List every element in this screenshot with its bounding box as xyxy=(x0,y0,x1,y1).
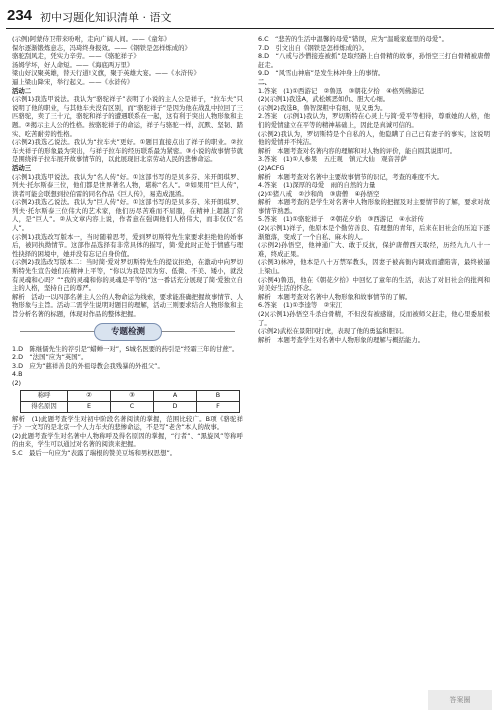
answer-item: 6.C “悲苦的生活中温馨的母爱”错误，应为“温暖家庭里的母爱”。 xyxy=(258,35,448,43)
section-number: 二、 xyxy=(258,77,271,86)
paragraph: (示例2)我选改写版本二：当时简·爱对罗切斯特先生的提议拒绝，在激动中向罗切斯特先生宣告她们在精神上平等，“你以为我是因为穷、低微、不美、矮小，就没有灵魂和心吗？”“我的灵魂和你的灵魂是平等的”这一番话充分展现了简·爱独立自主的人格，坚持自己的尊严。 xyxy=(12,258,243,293)
answer-item: 1.D 陈继儒先生的荐引是“蜡蝉一对”，S城名医要的药引是“经霜三年的甘蔗”。 xyxy=(12,344,239,353)
paragraph: 解析 本题考查对名著中人物形象和故事情节的了解。 xyxy=(258,292,412,301)
table-row xyxy=(21,401,240,412)
table-cell: C xyxy=(111,401,154,412)
paragraph: (示例1)我选甲说法。我认为“名人传”好。①这部书写的是贝多芬、米开朗琪罗、列夫·托尔斯泰三位，他们都是世界著名人物，堪称“名人”。②如果用“巨人传”，读者可能会联想到拉伯雷的同名作品《巨人传》，易造成混淆。 xyxy=(12,172,243,198)
answer-item: 5.C 最后一句应为“表露了瑞根的赞美豆场和男权思想”。 xyxy=(12,448,177,457)
answer-item: 1.答案 (1)①西游记 ②鲁迅 ③朝花夕拾 ④格列佛游记 xyxy=(258,86,424,95)
table-cell: B xyxy=(197,390,240,401)
paragraph: 解析 本题考查对名著内容的理解和对人物的评价，能自圆其说即可。 xyxy=(258,146,457,155)
answer-item: 9.D “风雪山神庙”是发生林冲身上的事情。 xyxy=(258,69,385,78)
book-title: 初中习题化知识清单 · 语文 xyxy=(40,11,172,24)
table-cell: E xyxy=(68,401,111,412)
watermark: 答案圈 xyxy=(428,690,492,710)
table-cell: 得名原因 xyxy=(21,401,68,412)
paragraph: 逼上梁山降宋，举行起义。——《水浒传》 xyxy=(12,77,134,86)
paragraph: 骆驼刮风走，凭实力辛劳。——《骆驼祥子》 xyxy=(12,52,140,61)
activity-heading: 活动三 xyxy=(12,163,32,172)
table-cell: F xyxy=(197,401,240,412)
page-header xyxy=(0,0,500,34)
table-cell: ② xyxy=(68,390,111,401)
answer-item: (2) xyxy=(12,378,22,387)
paragraph: 解析 (1)此题考查学生对初中阶段名著阅读的掌握，范围比较广。B项《骆驼祥子》一文写的是北京一个人力车夫的悲惨命运，不是写“老舍”本人的故事。 xyxy=(12,414,243,432)
answer-table xyxy=(20,390,240,413)
answer-item: 6.答案 (1)①李逵等 ②宋江 xyxy=(258,301,343,310)
answer-item: 2.D “法国”应为“英国”。 xyxy=(12,353,88,362)
table-cell: D xyxy=(154,401,197,412)
paragraph: 解析 本题考查的是学生对名著中人物形象的把握及对主要情节的了解，要求对故事情节熟悉。 xyxy=(258,198,490,215)
header-rule xyxy=(6,28,494,29)
paragraph: 梁山好汉聚英雄，替天行道!义旗，聚于英雄大宴。——《水浒传》 xyxy=(12,69,200,78)
paragraph: (示例2)我选乙说法。我认为“巨人传”好。①这部书写的是贝多芬、米开朗琪罗、列夫·托尔斯泰三位伟大的艺术家，他们历尽苦难而不屈服，在精神上超越了常人，是“巨人”。②从文章内容上说，作者意在强调他们人格伟大，而非仅仅“名人”。 xyxy=(12,198,243,233)
table-row xyxy=(21,390,240,401)
paragraph: (示例3)林冲，他本是八十万禁军教头，因妻子被高衙内调戏而遭陷害，最终被逼上梁山。 xyxy=(258,258,490,276)
paragraph: 解析 活动一以四部名著主人公的人物命运为线索，要求能准确把握故事情节、人物形象与主旨。活动二需学生说明对题目的理解，活动三则要求结合人物形象和主旨分析名著的标题，体现对作品的整体把握。 xyxy=(12,292,243,318)
paragraph: 汤姆学坏，好人命短。——《海底两万里》 xyxy=(12,60,134,69)
answer-item: 8.D “八戒与沙僧接连被抓”是取经路上白骨精的故事，孙悟空三打白骨精被唐僧赶走。 xyxy=(258,52,490,69)
right-column xyxy=(258,35,490,344)
paragraph: (2)(示例1)孙悟空斗杀白骨精，不但没有被感谢，反而被师父赶走，他心里委屈极了。 xyxy=(258,310,490,327)
paragraph: (2)(示例1)祥子，他原本是个勤劳善良、有理想的青年，后来在旧社会的压迫下逐渐堕落，变成了一个自私、麻木的人。 xyxy=(258,224,490,241)
answer-item: 5.答案 (1)①骆驼祥子 ②朝花夕拾 ③西游记 ④水浒传 xyxy=(258,215,424,224)
paragraph: (示例1)我选改写版本一，当时随着思考，爱到罗切斯特先生家要求拒绝他的婚事后，被同执拗情节。这部作品选择有非常具体的描写，简·爱此时正处于情感与理性抉择的困境中，她并没有忘记自身价值。 xyxy=(12,232,243,258)
paragraph: 保尔逐渐锻炼意志，冯琦终身报效。——《钢铁是怎样炼成的》 xyxy=(12,43,191,52)
page-number: 234 xyxy=(7,7,33,24)
activity-heading: 活动二 xyxy=(12,86,32,95)
paragraph: (示例2)孙悟空，他神通广大、敢于反抗，保护唐僧西天取经，历经九九八十一难，终成正果。 xyxy=(258,241,490,258)
answer-item: 7.D 引文出自《钢铁是怎样炼成的》。 xyxy=(258,43,369,52)
section-title: 专题检测 xyxy=(94,323,162,341)
paragraph: (2)①猪八戒 ②沙和尚 ③唐僧 ④孙悟空 xyxy=(258,189,380,198)
paragraph: (示例)阿蒙侍卫带来吩咐，走向广阔人间。——《童年》 xyxy=(12,35,171,43)
paragraph: (示例2)武松在景阳冈打虎，表现了他的勇猛和胆识。 xyxy=(258,327,408,336)
paragraph: (示例1)我选甲说法。我认为“骆驼祥子”表明了小说的主人公是祥子，“拉车夫”只说明了他的职业，与其他车夫没有区别，而“骆驼祥子”是因为他在战乱中拉回了三匹骆驼，卖了三十元，骆驼和祥子的遭遇联系在一起，这有利于突出人物形象和主题。②揭示主人公的性格。按骆驼祥子的命运，祥子与骆驼一样，沉默、坚韧、踏实、吃苦耐劳的性格。 xyxy=(12,95,243,138)
table-cell: A xyxy=(154,390,197,401)
answer-item: 3.D 应为“慈祥善良的外祖母教会我残暴的外祖父”。 xyxy=(12,361,164,370)
table-cell: 称呼 xyxy=(21,390,68,401)
left-column xyxy=(12,35,243,458)
paragraph: (示例2)我选B，鲁智深粗中有细、见义勇为。 xyxy=(258,103,387,112)
paragraph: (2)(示例1)我选A，武松嫉恶如仇、胆大心细。 xyxy=(258,95,390,104)
paragraph: 解析 本题考查学生对名著中人物形象的理解与概括能力。 xyxy=(258,335,425,344)
paragraph: (示例2)我选乙说法。我认为“拉车夫”更好。①题目直接点出了祥子的职业。②拉车夫祥子的形象最为突出，与祥子拉车的经历联系最为紧密。③小说的故事情节就是围绕祥子拉车展开故事情节的，以此展现旧北京劳动人民的悲惨命运。 xyxy=(12,138,243,164)
paragraph: 解析 本题考查对名著中主要故事情节的识记，考查的难度不大。 xyxy=(258,172,444,181)
paragraph: (2)此题考查学生对名著中人物称呼及得名原因的掌握，“行者”、“黑旋风”等称呼的由来，学生可以通过对名著的阅读来把握。 xyxy=(12,431,243,449)
answer-item: 3.答案 (1)①人参果 五庄观 镇元大仙 观音菩萨 xyxy=(258,155,407,164)
paragraph: (示例2)我认为，罗切斯特是个自私的人，他隐瞒了自己已有妻子的事实，这说明他的爱情并不纯洁。 xyxy=(258,129,490,147)
answer-item: 2.答案 (示例1)我认为，罗切斯特在心灵上与简·爱平等相待，尊重她的人格，他们的爱情建立在平等的精神基础上，因此是真诚可信的。 xyxy=(258,112,490,129)
table-cell: ③ xyxy=(111,390,154,401)
paragraph: (2)ACFG xyxy=(258,163,285,172)
answer-item: 4.B xyxy=(12,370,23,379)
answer-item: 4.答案 (1)深厚的母爱 雨的自然的力量 xyxy=(258,181,376,190)
section-banner xyxy=(12,321,243,343)
paragraph: (示例4)鲁迅，他在《朝花夕拾》中回忆了童年的生活，表达了对旧社会的批判和对美好生活的怀念。 xyxy=(258,275,490,293)
